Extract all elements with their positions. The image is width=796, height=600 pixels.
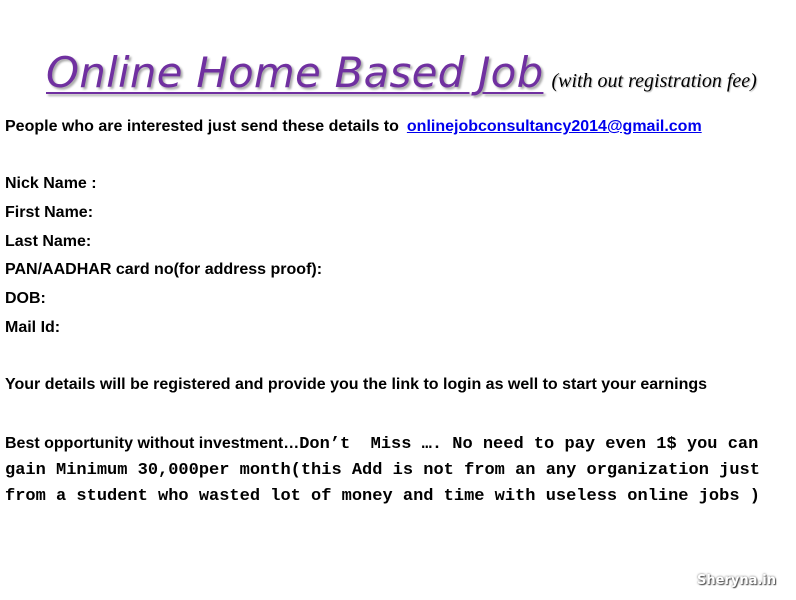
page-header — [46, 48, 757, 97]
watermark: Sheryna.in — [697, 573, 776, 588]
opportunity-lead: Best opportunity without investment… — [5, 435, 300, 452]
opportunity-paragraph — [5, 431, 790, 509]
intro-line — [5, 118, 702, 136]
email-link[interactable]: onlinejobconsultancy2014@gmail.com — [406, 118, 702, 135]
opportunity-rest: Don’t Miss …. No need to pay even 1$ you can gain Minimum 30,000per month(this Add is not from an any organization just from a student who wasted lot of money and time with useless online jobs ) — [5, 435, 771, 506]
field-pan-aadhar: PAN/AADHAR card no(for address proof): — [5, 261, 323, 278]
field-last-name: Last Name: — [5, 233, 92, 250]
page-subtitle: (with out registration fee) — [551, 70, 757, 92]
field-first-name: First Name: — [5, 204, 94, 221]
field-dob: DOB: — [5, 290, 46, 307]
page-title: Online Home Based Job — [46, 48, 544, 97]
field-nick-name: Nick Name : — [5, 175, 97, 192]
field-mail-id: Mail Id: — [5, 319, 61, 336]
intro-text: People who are interested just send these details to — [5, 118, 399, 135]
registration-note: Your details will be registered and provide you the link to login as well to start your earnings — [5, 376, 708, 393]
